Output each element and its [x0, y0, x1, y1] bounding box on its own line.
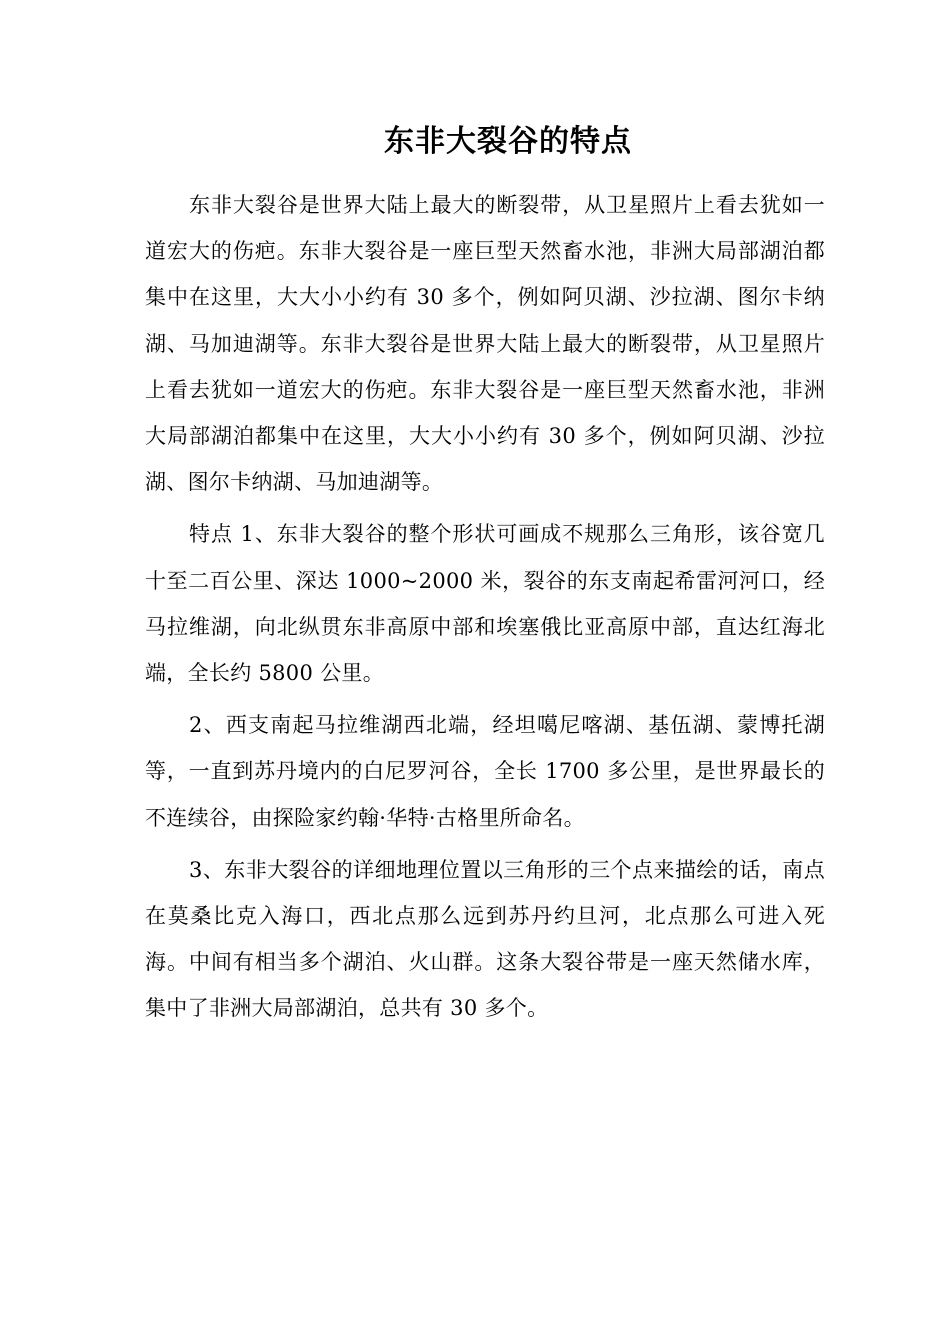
paragraph-feature-3: 3、东非大裂谷的详细地理位置以三角形的三个点来描绘的话，南点在莫桑比克入海口，西北点那么远到苏丹约旦河，北点那么可进入死海。中间有相当多个湖泊、火山群。这条大裂谷带是一座天然储水库，集中了非洲大局部湖泊，总共有 30 多个。	[145, 857, 825, 1021]
document-title: 东非大裂谷的特点	[384, 124, 632, 159]
document-body	[145, 182, 825, 1038]
paragraph-intro: 东非大裂谷是世界大陆上最大的断裂带，从卫星照片上看去犹如一道宏大的伤疤。东非大裂谷是一座巨型天然畜水池，非洲大局部湖泊都集中在这里，大大小小约有 30 多个，例如阿贝湖、沙拉湖、图尔卡纳湖、马加迪湖等。东非大裂谷是世界大陆上最大的断裂带，从卫星照片上看去犹如一道宏大的伤疤。东非大裂谷是一座巨型天然畜水池，非洲大局部湖泊都集中在这里，大大小小约有 30 多个，例如阿贝湖、沙拉湖、图尔卡纳湖、马加迪湖等。	[145, 193, 825, 495]
paragraph-feature-2: 2、西支南起马拉维湖西北端，经坦噶尼喀湖、基伍湖、蒙博托湖等，一直到苏丹境内的白尼罗河谷，全长 1700 多公里，是世界最长的不连续谷，由探险家约翰·华特·古格里所命名。	[145, 713, 825, 830]
paragraph-feature-1: 特点 1、东非大裂谷的整个形状可画成不规那么三角形，该谷宽几十至二百公里、深达 1000~2000 米，裂谷的东支南起希雷河河口，经马拉维湖，向北纵贯东非高原中部和埃塞俄比亚高原中部，直达红海北端，全长约 5800 公里。	[145, 522, 825, 686]
